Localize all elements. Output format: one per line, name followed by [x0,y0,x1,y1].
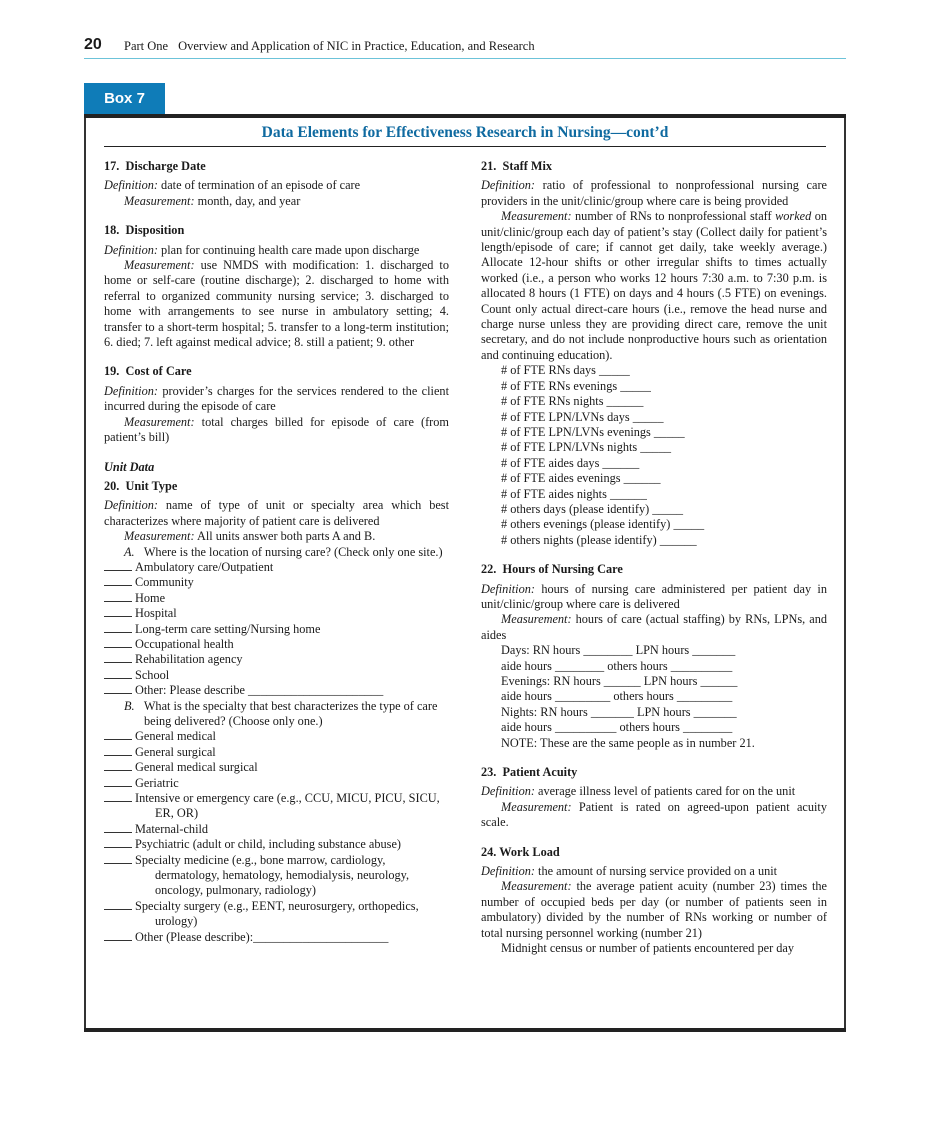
part-a-label: A. [124,544,135,559]
checkbox-blank[interactable] [104,637,132,648]
definition-text: hours of nursing care administered per patient day in unit/clinic/group where care is delivered [481,581,827,611]
box-bottom-rule [84,1028,846,1032]
fte-item: # of FTE LPN/LVNs evenings _____ [501,424,685,439]
section-heading: 22. Hours of Nursing Care [481,562,623,577]
measurement-label: Measurement: [501,612,572,627]
definition-label: Definition: [481,784,535,799]
fte-item: # others nights (please identify) ______ [501,532,697,547]
checkbox-blank[interactable] [104,606,132,617]
checkbox-item[interactable] [104,729,449,744]
checkbox-item[interactable] [104,822,449,837]
section-heading: 18. Disposition [104,223,185,238]
checkbox-label: Specialty surgery (e.g., EENT, neurosurgery, orthopedics, urology) [135,898,419,929]
checkbox-blank[interactable] [104,760,132,771]
checkbox-label: Specialty medicine (e.g., bone marrow, cardiology, dermatology, hematology, hemodialysis, neurology, oncology, pulmonary, radiology) [135,852,410,898]
hours-item: aide hours ________ others hours __________ [501,658,733,673]
definition-label: Definition: [104,178,158,193]
measurement-text: number of RNs to nonprofessional staff [571,209,776,224]
section-20 [104,479,449,945]
fte-item: # of FTE aides days ______ [501,455,640,470]
hours-item: Days: RN hours ________ LPN hours _______ [501,643,736,658]
fte-item: # of FTE RNs evenings _____ [501,378,651,393]
checkbox-label: Hospital [135,606,177,621]
section-heading: 20. Unit Type [104,478,178,493]
fte-item: # of FTE LPN/LVNs nights _____ [501,440,672,455]
fte-item: # of FTE RNs nights ______ [501,394,644,409]
checkbox-label: Rehabilitation agency [135,652,243,667]
section-17 [104,159,449,209]
definition-text: provider’s charges for the services rendered to the client incurred during the episode of care [104,383,449,414]
checkbox-item[interactable] [104,637,449,652]
checkbox-blank[interactable] [104,791,132,802]
measurement-text: use NMDS with modification: 1. discharged to home or self-care (routine discharge); 2. discharged to home with referral to organized community nursing service; 3. discharged to home with arrangements to see nurse in ambulatory setting; 4. transfer to a short-term hospital; 5. transfer to a long-term institution; 6. died; 7. left against medical advice; 8. still a patient; 9. other [104,258,449,350]
running-head [124,39,535,54]
part-label: Part One [124,39,169,53]
hours-item: Nights: RN hours _______ LPN hours _______ [501,704,737,719]
checkbox-label: Occupational health [135,636,234,651]
checkbox-item[interactable] [104,606,449,621]
definition-text: name of type of unit or specialty area which best characterizes where majority of patient care is delivered [104,498,449,528]
title-rule [104,146,826,147]
hours-item: aide hours _________ others hours _________ [501,689,733,704]
checkbox-item[interactable] [104,745,449,760]
section-heading: 23. Patient Acuity [481,765,578,780]
checkbox-blank[interactable] [104,745,132,756]
measurement-label: Measurement: [501,799,572,814]
checkbox-item[interactable] [104,622,449,637]
fte-list [481,363,827,548]
page-header [84,36,846,58]
section-19 [104,364,449,445]
hours-item: Evenings: RN hours ______ LPN hours ______ [501,674,738,688]
definition-label: Definition: [481,864,535,879]
definition-text: date of termination of an episode of care [157,178,361,193]
continued-text: Midnight census or number of patients encountered per day [501,941,794,956]
definition-text: the amount of nursing service provided on a unit [534,864,778,879]
checkbox-item[interactable] [104,760,449,775]
hours-list [481,643,827,751]
part-title: Overview and Application of NIC in Practice, Education, and Research [178,39,535,53]
fte-item: # of FTE aides evenings ______ [501,471,661,486]
checkbox-item[interactable] [104,791,449,822]
checkbox-label: General surgical [135,744,216,759]
checkbox-blank[interactable] [104,652,132,663]
checkbox-blank[interactable] [104,729,132,740]
checkbox-blank[interactable] [104,776,132,787]
checkbox-label: Intensive or emergency care (e.g., CCU, MICU, PICU, SICU, ER, OR) [135,791,440,821]
measurement-label: Measurement: [124,529,195,544]
fte-item: # others days (please identify) _____ [501,501,684,516]
section-23 [481,765,827,831]
measurement-text: Patient is rated on agreed-upon patient acuity scale. [481,799,827,830]
section-21 [481,159,827,548]
checkbox-blank[interactable] [104,622,132,633]
part-b-question [104,699,449,730]
checkbox-item[interactable] [104,591,449,606]
checkbox-label: Maternal-child [135,821,209,836]
checkbox-item[interactable] [104,837,449,852]
definition-label: Definition: [104,498,158,513]
checkbox-label: Psychiatric (adult or child, including substance abuse) [135,837,402,852]
definition-label: Definition: [104,242,158,257]
measurement-label: Measurement: [124,414,195,429]
checkbox-label: School [135,667,170,682]
section-heading: 17. Discharge Date [104,159,206,173]
checkbox-blank[interactable] [104,930,132,941]
header-rule [84,58,846,59]
checkbox-item[interactable] [104,776,449,791]
checkbox-label: Other: Please describe ______________________ [135,683,384,698]
measurement-label: Measurement: [124,193,195,208]
section-22 [481,562,827,751]
checkbox-blank[interactable] [104,899,132,910]
measurement-label: Measurement: [124,258,195,273]
part-a-list [104,560,449,699]
checkbox-blank[interactable] [104,560,132,571]
measurement-emphasis: worked [775,209,812,224]
checkbox-blank[interactable] [104,853,132,864]
measurement-text: All units answer both parts A and B. [194,529,376,544]
checkbox-label: General medical [135,729,216,744]
section-heading: 21. Staff Mix [481,159,553,173]
checkbox-label: Ambulatory care/Outpatient [135,559,274,574]
checkbox-blank[interactable] [104,668,132,679]
fte-item: # of FTE RNs days _____ [501,363,630,378]
checkbox-item[interactable] [104,930,449,945]
section-18 [104,223,449,350]
measurement-label: Measurement: [501,879,572,894]
definition-label: Definition: [104,383,158,398]
checkbox-item[interactable] [104,560,449,575]
measurement-label: Measurement: [501,209,572,224]
part-b-list [104,729,449,945]
checkbox-blank[interactable] [104,575,132,586]
checkbox-label: General medical surgical [135,760,258,775]
page-number: 20 [84,36,102,53]
right-column [481,159,827,957]
section-heading: 19. Cost of Care [104,364,192,379]
section-24 [481,845,827,957]
part-b-label: B. [124,698,135,713]
definition-text: plan for continuing health care made upon discharge [157,242,420,257]
checkbox-item[interactable] [104,668,449,683]
checkbox-item[interactable] [104,575,449,590]
fte-item: # of FTE aides nights ______ [501,486,647,501]
checkbox-blank[interactable] [104,683,132,694]
section-heading: 24. Work Load [481,844,560,859]
checkbox-label: Other (Please describe):______________________ [135,929,389,944]
checkbox-blank[interactable] [104,822,132,833]
hours-note: NOTE: These are the same people as in number 21. [501,735,755,750]
checkbox-label: Long-term care setting/Nursing home [135,621,321,636]
hours-item: aide hours __________ others hours ________ [501,720,733,735]
checkbox-blank[interactable] [104,837,132,848]
definition-label: Definition: [481,581,535,596]
box-top-rule [84,114,846,118]
checkbox-item[interactable] [104,853,449,899]
part-a-text: Where is the location of nursing care? (Check only one site.) [143,544,443,559]
unit-data-heading: Unit Data [104,459,155,474]
measurement-text: month, day, and year [194,193,301,208]
measurement-text: total charges billed for episode of care (from patient’s bill) [104,414,449,445]
checkbox-label: Home [135,590,166,605]
box-tab: Box 7 [84,83,165,114]
checkbox-blank[interactable] [104,591,132,602]
checkbox-label: Geriatric [135,775,179,790]
measurement-text: hours of care (actual staffing) by RNs, LPNs, and aides [481,612,827,642]
measurement-text: the average patient acuity (number 23) times the number of occupied beds per day (or number of patients seen in ambulatory) divided by the number of RNs working or number of total nursing personnel working (number 21) [481,879,827,940]
definition-text: ratio of professional to nonprofessional nursing care providers in the unit/clinic/group where care is being provided [481,178,827,208]
definition-label: Definition: [481,178,535,193]
box-title: Data Elements for Effectiveness Research in Nursing—cont’d [261,124,669,141]
part-a-question [104,545,449,560]
fte-item: # of FTE LPN/LVNs days _____ [501,409,664,424]
checkbox-item[interactable] [104,652,449,667]
left-column [104,159,449,945]
part-b-text: What is the specialty that best characterizes the type of care being delivered? (Choose only one.) [143,698,438,728]
checkbox-item[interactable] [104,899,449,930]
definition-text: average illness level of patients cared for on the unit [534,784,796,799]
measurement-text-cont: on unit/clinic/group each day of patient’s stay (Collect daily for patient’s length/episode of care; if cannot get daily, take weekly average.) Allocate 12-hour shifts or other irregular shifts to times actually worked (i.e., a person who works 12 hours 7:30 a.m. to 7:30 p.m. is allocated 8 hours (1 FTE) on days and 4 hours (.5 FTE) on evenings. Count only actual direct-care hours (i.e., remove the head nurse and charge nurse unless they are providing direct care, remove the unit secretary, and do not include nonproductive hours such as orientation and continuing education). [481,209,827,362]
checkbox-item[interactable] [104,683,449,698]
fte-item: # others evenings (please identify) _____ [501,517,705,532]
checkbox-label: Community [135,575,194,590]
